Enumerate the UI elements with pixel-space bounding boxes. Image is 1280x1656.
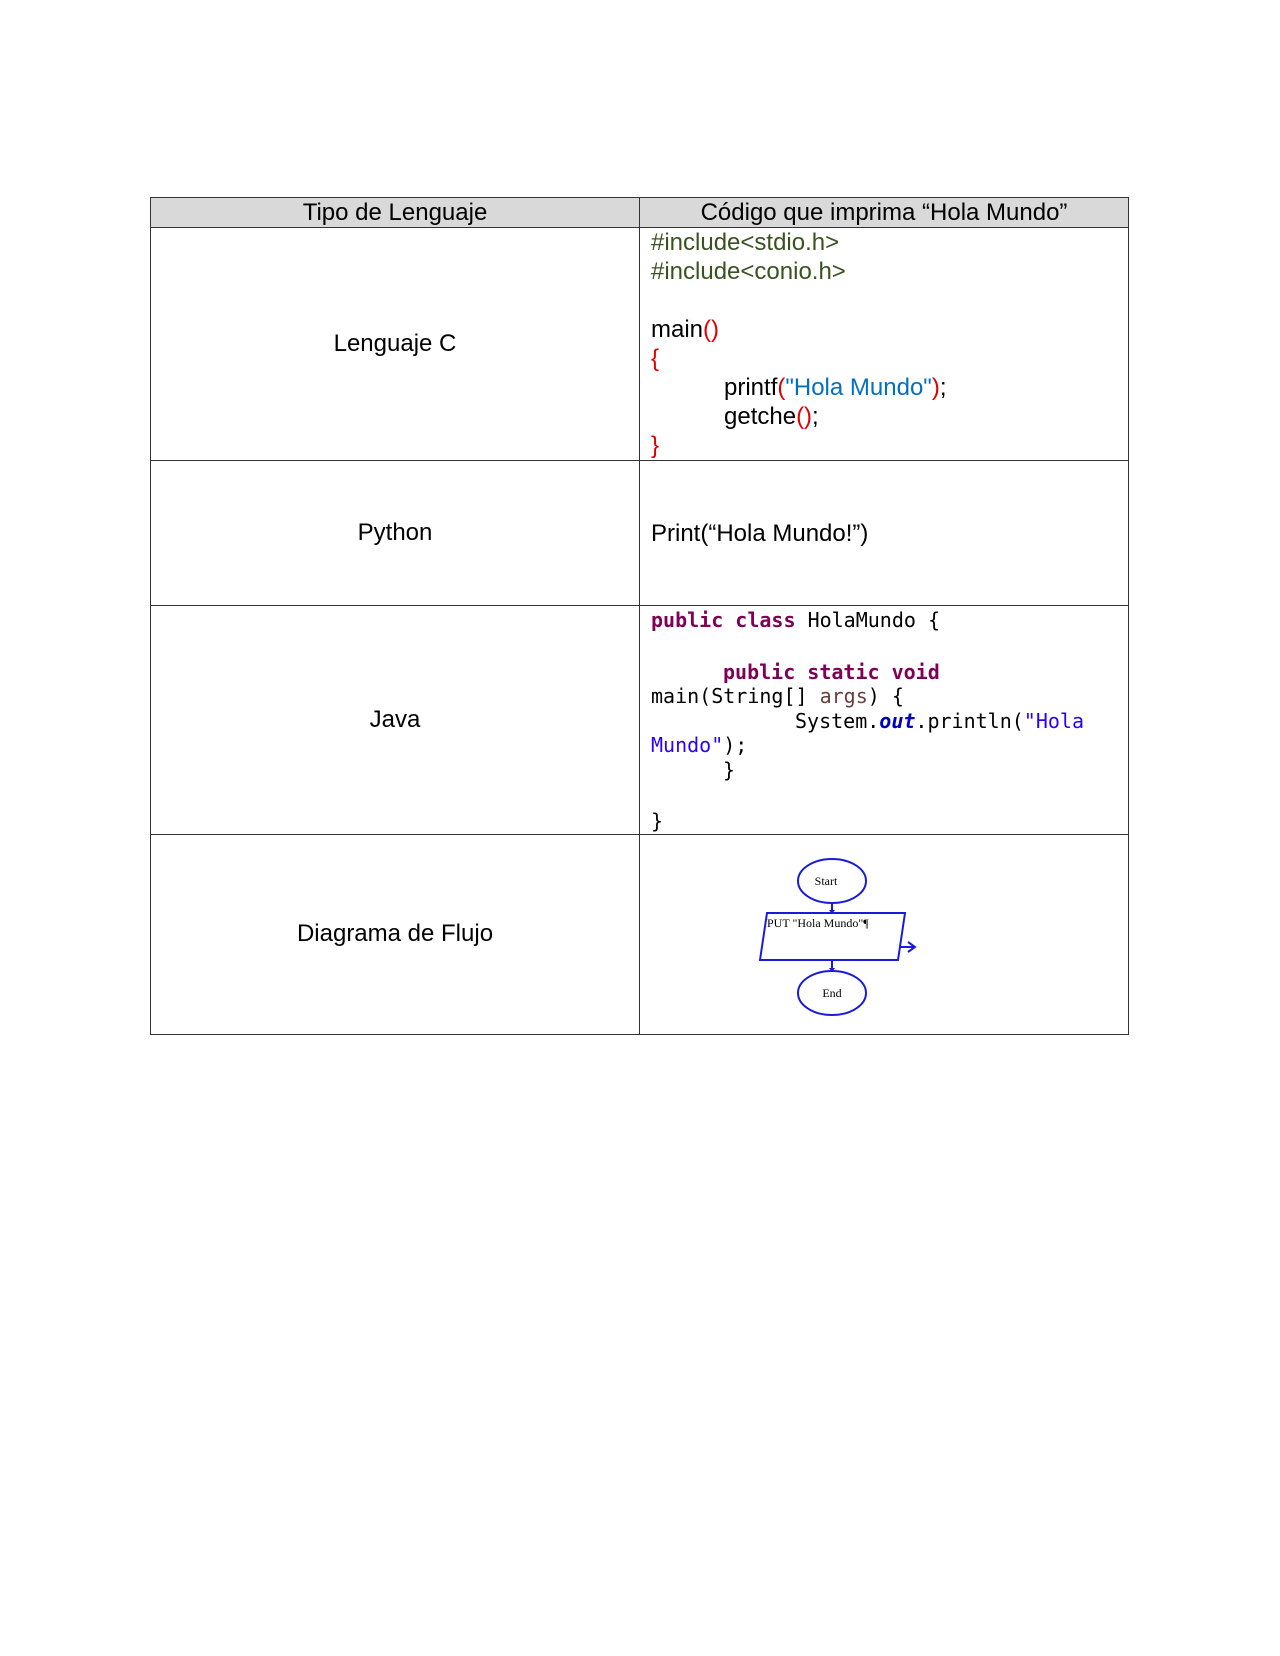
code-line-blank xyxy=(651,782,1128,809)
code-token: } xyxy=(651,809,664,833)
code-token: } xyxy=(723,757,736,782)
header-hello-code: Código que imprima “Hola Mundo” xyxy=(640,198,1129,228)
code-token: main xyxy=(651,316,704,343)
code-keyword: public xyxy=(723,659,796,684)
code-line xyxy=(651,733,1128,758)
language-cell: Java xyxy=(151,606,640,835)
flowchart-end-label: End xyxy=(822,986,842,1000)
code-token: System. xyxy=(795,708,880,733)
code-line: #include<stdio.h> xyxy=(651,229,840,256)
code-line xyxy=(651,809,1128,834)
language-cell: Lenguaje C xyxy=(151,228,640,461)
code-token: () xyxy=(796,403,813,430)
code-line xyxy=(651,315,1128,344)
code-line xyxy=(651,684,1128,709)
code-keyword: class xyxy=(735,608,796,632)
header-row xyxy=(151,198,1129,228)
code-token: ) xyxy=(931,374,940,401)
code-variable: args xyxy=(819,684,868,708)
code-token: ; xyxy=(939,374,947,401)
code-line: #include<conio.h> xyxy=(651,258,846,285)
table-row xyxy=(151,228,1129,461)
table-row xyxy=(151,606,1129,835)
code-token: printf xyxy=(724,374,778,401)
code-line: } xyxy=(651,432,660,459)
table-row xyxy=(151,834,1129,1034)
code-line xyxy=(651,660,1128,685)
code-line xyxy=(651,758,1128,783)
code-string: "Hola Mundo" xyxy=(785,374,932,401)
code-line-blank xyxy=(651,286,1128,315)
code-token: ) { xyxy=(867,684,904,708)
python-code-cell xyxy=(640,461,1129,606)
code-token: .println( xyxy=(915,708,1024,733)
code-keyword: void xyxy=(891,659,940,684)
code-token: ( xyxy=(777,374,786,401)
flowchart-cell xyxy=(640,834,1129,1034)
code-line-blank xyxy=(651,633,1128,660)
code-line: { xyxy=(651,345,660,372)
language-table xyxy=(150,197,1129,1035)
code-keyword: public xyxy=(651,608,724,632)
code-line xyxy=(651,373,1128,402)
code-string: Mundo" xyxy=(651,733,724,757)
code-line xyxy=(651,402,1128,431)
code-token: ); xyxy=(723,733,748,757)
flowchart-start-label: Start xyxy=(814,874,838,888)
c-code-cell xyxy=(640,228,1129,461)
flowchart-diagram xyxy=(640,835,1127,1033)
language-cell: Python xyxy=(151,461,640,606)
code-string: "Hola xyxy=(1023,708,1085,733)
code-line xyxy=(651,709,1128,734)
code-keyword: static xyxy=(807,659,880,684)
code-token: () xyxy=(703,316,720,343)
table-row xyxy=(151,461,1129,606)
code-line xyxy=(651,608,1128,633)
language-cell: Diagrama de Flujo xyxy=(151,834,640,1034)
java-code-block xyxy=(651,606,1128,834)
code-field: out xyxy=(879,708,916,733)
header-language-type: Tipo de Lenguaje xyxy=(151,198,640,228)
code-token: main(String[] xyxy=(651,684,820,708)
code-token: getche xyxy=(724,403,797,430)
c-code-block xyxy=(651,228,1128,460)
code-token: ; xyxy=(812,403,819,430)
flowchart-output-label: PUT "Hola Mundo"¶ xyxy=(767,916,869,930)
code-token: HolaMundo { xyxy=(807,608,941,632)
java-code-cell xyxy=(640,606,1129,835)
python-code: Print(“Hola Mundo!”) xyxy=(651,519,869,547)
